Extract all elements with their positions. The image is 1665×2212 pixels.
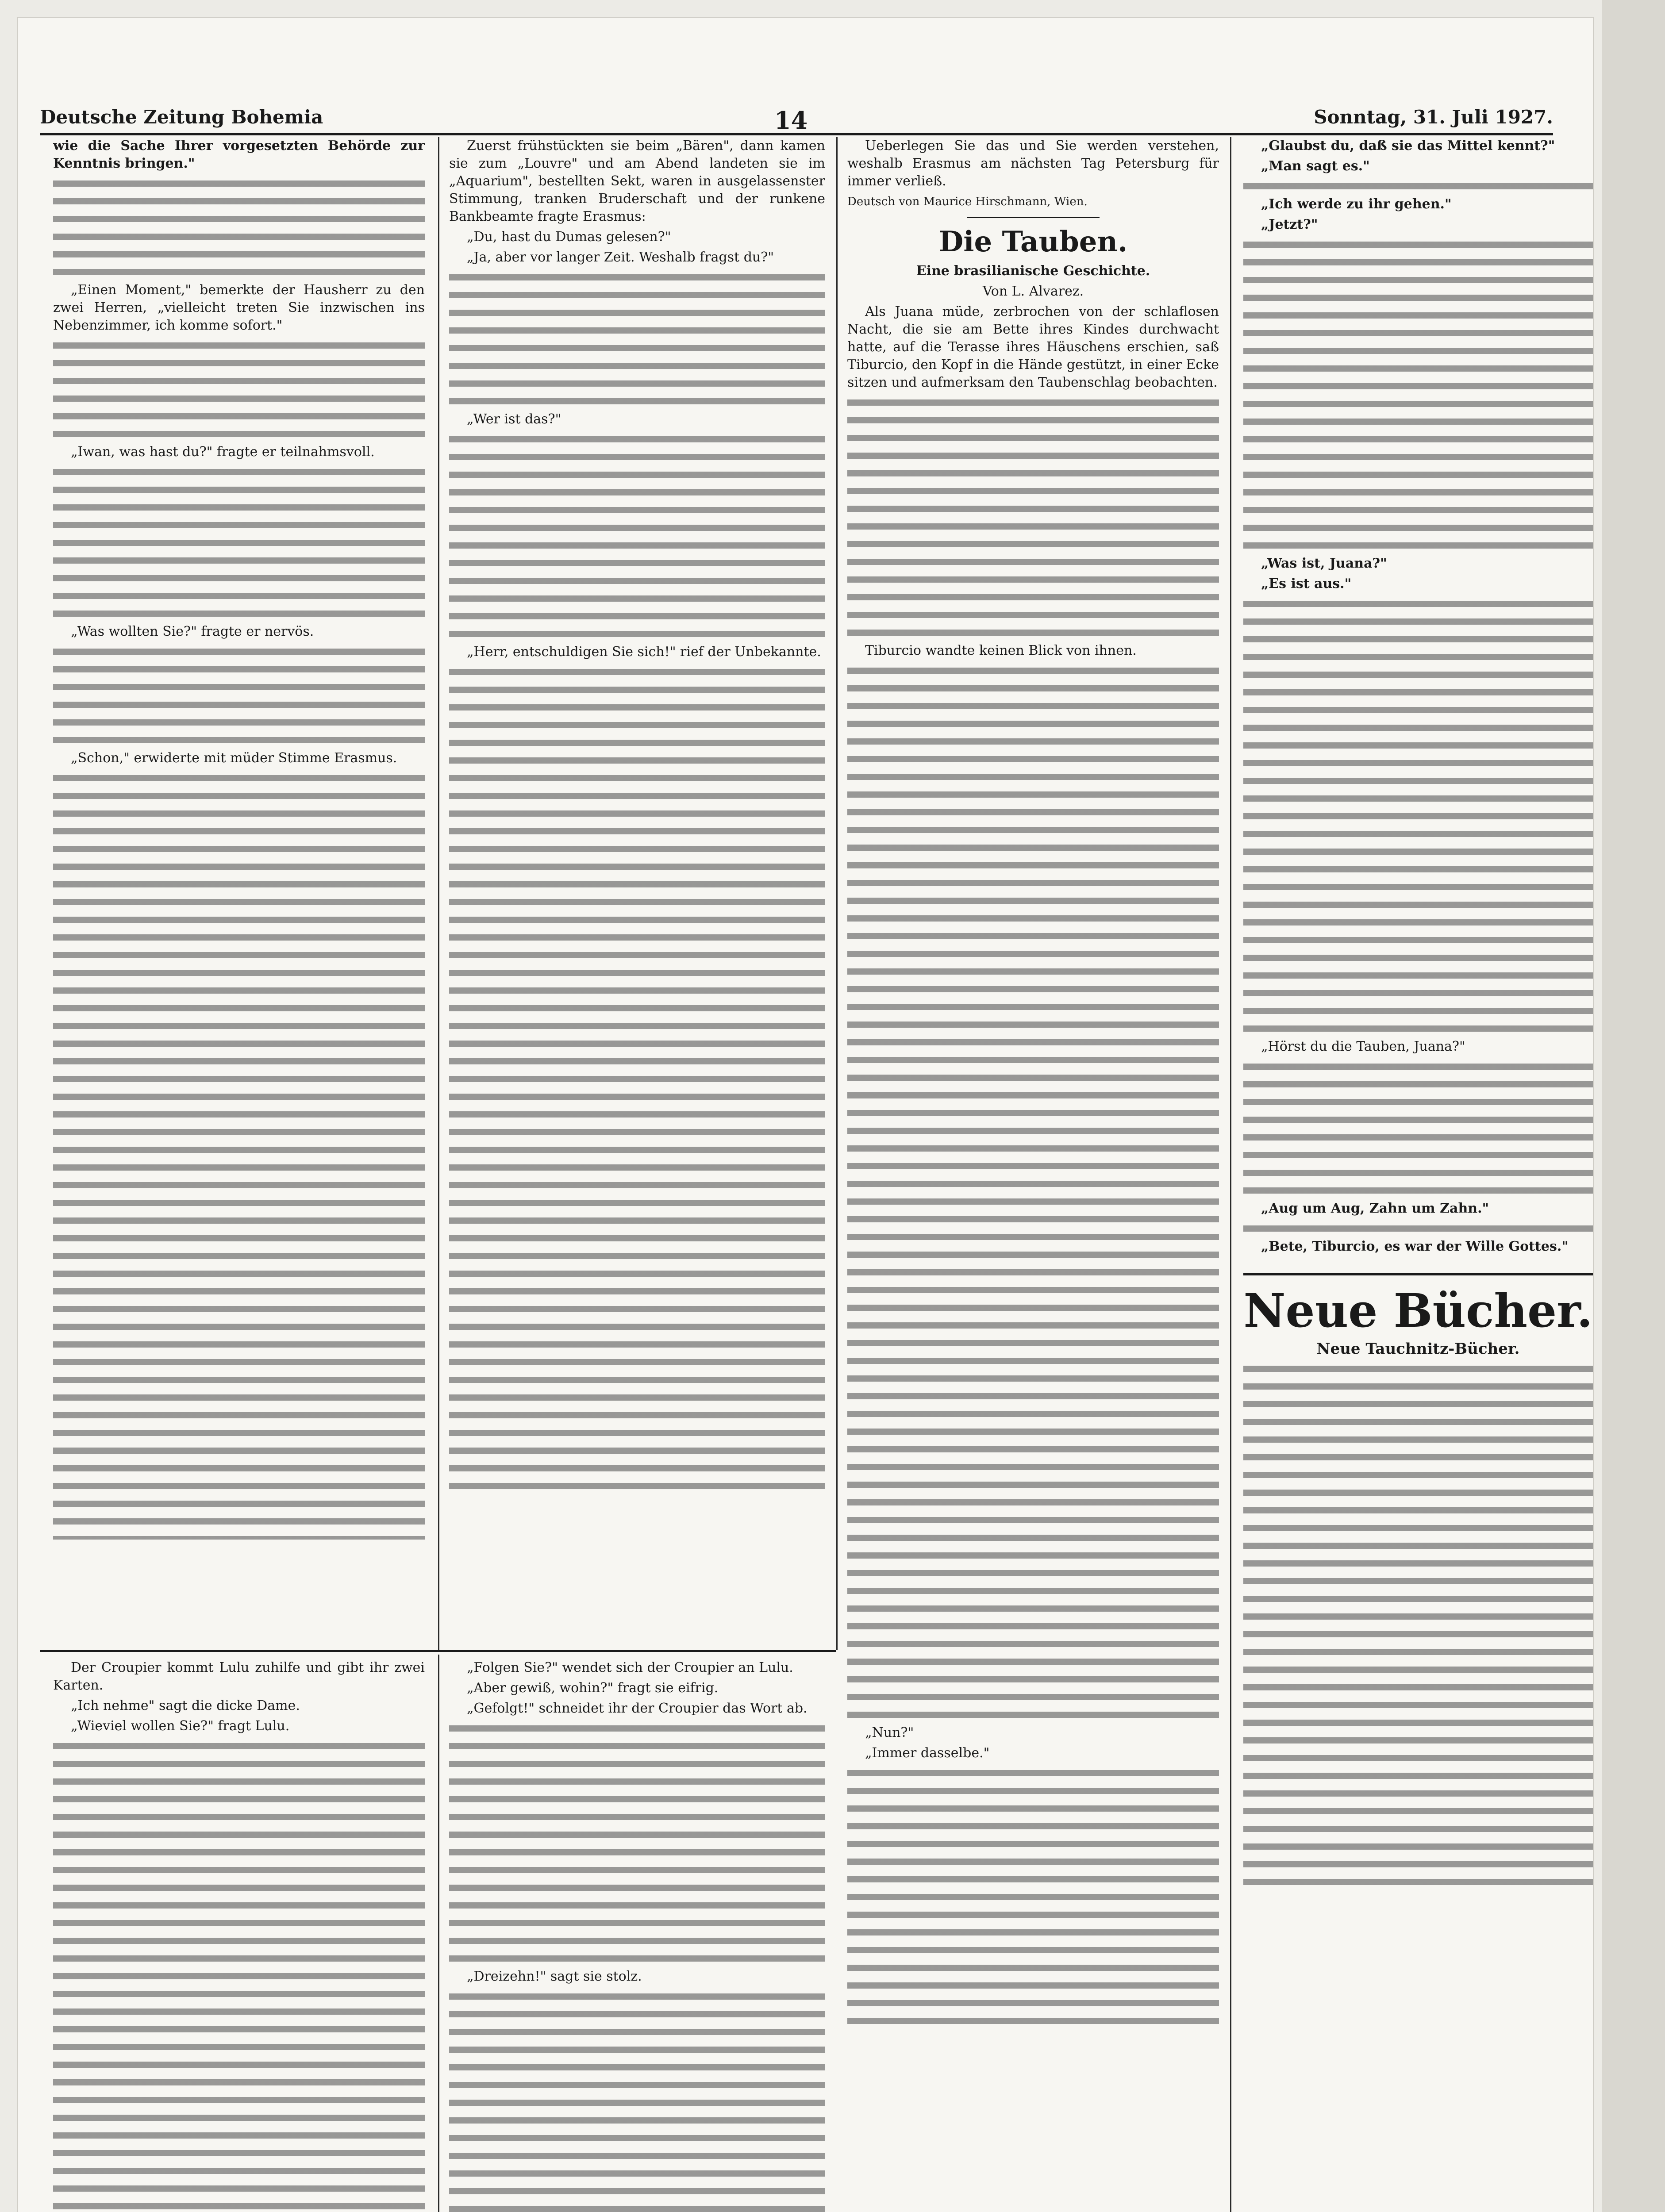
col4-paragraph: „Bete, Tiburcio, es war der Wille Gottes." [1261, 1239, 1569, 1254]
column-rule [1230, 137, 1231, 2212]
illegible-text-block [847, 662, 1219, 1724]
column-4 [1243, 137, 1593, 2212]
story-byline: Von L. Alvarez. [982, 284, 1084, 299]
page-number: 14 [774, 106, 808, 134]
column-3 [847, 137, 1219, 2212]
illegible-text-block [847, 1765, 1219, 2030]
story-title: Die Tauben. [938, 225, 1128, 258]
col1-paragraph: „Schon," erwiderte mit müder Stimme Erasmus. [71, 750, 397, 766]
col4-paragraph: „Jetzt?" [1261, 217, 1318, 232]
illegible-text-block [449, 664, 825, 1495]
lower-right-opening: „Folgen Sie?" wendet sich der Croupier an Lulu. [467, 1660, 793, 1675]
illegible-text-block [53, 643, 425, 749]
col2-paragraph: „Wer ist das?" [467, 411, 561, 427]
illegible-text-block [1243, 236, 1593, 555]
column-rule [438, 137, 439, 1650]
illegible-text-block [1243, 1058, 1593, 1200]
lower-left-paragraph: „Ich nehme" sagt die dicke Dame. [71, 1698, 300, 1713]
illegible-text-block [53, 464, 425, 623]
col3-paragraph: „Immer dasselbe." [865, 1745, 990, 1761]
paper-name: Deutsche Zeitung Bohemia [40, 106, 323, 128]
col4-paragraph: „Aug um Aug, Zahn um Zahn." [1261, 1201, 1489, 1216]
translation-credit: Deutsch von Maurice Hirschmann, Wien. [847, 195, 1088, 208]
lower-column-left [53, 1659, 425, 2212]
col1-paragraph: „Einen Moment," bemerkte der Hausherr zu den zwei Herren, „vielleicht treten Sie inzwischen ins Nebenzimmer, ich komme sofort." [53, 282, 425, 333]
col1-opening: wie die Sache Ihrer vorgesetzten Behörde zur Kenntnis bringen." [53, 138, 425, 171]
illegible-text-block [449, 1988, 825, 2212]
col4-paragraph: „Es ist aus." [1261, 576, 1352, 591]
illegible-text-block [449, 431, 825, 643]
col3-paragraph: Als Juana müde, zerbrochen von der schlaflosen Nacht, die sie am Bette ihres Kindes durchwacht hatte, auf die Terasse ihres Häuschens erschien, saß Tiburcio, den Kopf in die Hände gestützt, in einer Ecke sitzen und aufmerksam den Taubenschlag beobachten. [847, 304, 1219, 390]
col2-paragraph: „Herr, entschuldigen Sie sich!" rief der Unbekannte. [467, 644, 821, 660]
col4-paragraph: „Was ist, Juana?" [1261, 556, 1387, 571]
col4-paragraph: „Man sagt es." [1261, 158, 1370, 174]
col4-opening: „Glaubst du, daß sie das Mittel kennt?" [1261, 138, 1555, 154]
column-2 [449, 137, 825, 1641]
col1-paragraph: „Was wollten Sie?" fragte er nervös. [71, 624, 314, 639]
col4-paragraph: „Hörst du die Tauben, Juana?" [1261, 1039, 1465, 1054]
col4-paragraph: „Ich werde zu ihr gehen." [1261, 196, 1452, 212]
lower-right-paragraph: „Aber gewiß, wohin?" fragt sie eifrig. [467, 1680, 719, 1696]
illegible-text-block [53, 337, 425, 443]
column-rule [836, 137, 838, 1650]
illegible-text-block [1243, 1360, 1593, 1891]
illegible-text-block [53, 175, 425, 281]
illegible-text-block [449, 1720, 825, 1968]
lower-left-opening: Der Croupier kommt Lulu zuhilfe und gibt ihr zwei Karten. [53, 1660, 425, 1693]
books-section-subtitle: Neue Tauchnitz-Bücher. [1316, 1340, 1520, 1358]
column-rule [438, 1655, 439, 2212]
col3-paragraph: Tiburcio wandte keinen Blick von ihnen. [865, 643, 1137, 658]
lower-right-paragraph: „Dreizehn!" sagt sie stolz. [467, 1969, 642, 1984]
scan-margin [1602, 0, 1665, 2212]
col2-opening: Zuerst frühstückten sie beim „Bären", dann kamen sie zum „Louvre" und am Abend landeten sie im „Aquarium", bestellten Sekt, waren in ausgelassenster Stimmung, tranken Bruderschaft und der runkene Bankbeamte fragte Erasmus: [449, 138, 825, 224]
lower-left-paragraph: „Wieviel wollen Sie?" fragt Lulu. [71, 1718, 290, 1734]
masthead [40, 102, 1553, 135]
col3-opening: Ueberlegen Sie das und Sie werden verstehen, weshalb Erasmus am nächsten Tag Petersburg für immer verließ. [847, 138, 1219, 189]
col2-paragraph: „Du, hast du Dumas gelesen?" [467, 229, 671, 245]
issue-date: Sonntag, 31. Juli 1927. [1314, 106, 1553, 128]
column-1 [53, 137, 425, 1641]
lower-column-right [449, 1659, 825, 2212]
divider [967, 217, 1100, 218]
illegible-text-block [1243, 178, 1593, 196]
section-divider [40, 1650, 836, 1652]
illegible-text-block [1243, 595, 1593, 1038]
col2-paragraph: „Ja, aber vor langer Zeit. Weshalb fragst du?" [467, 250, 774, 265]
illegible-text-block [847, 394, 1219, 642]
illegible-text-block [1243, 1220, 1593, 1238]
illegible-text-block [53, 770, 425, 1540]
col1-paragraph: „Iwan, was hast du?" fragte er teilnahmsvoll. [71, 444, 375, 460]
illegible-text-block [53, 1738, 425, 2212]
books-section-title: Neue Bücher. [1243, 1283, 1593, 1338]
col3-paragraph: „Nun?" [865, 1725, 914, 1740]
story-subtitle: Eine brasilianische Geschichte. [916, 263, 1150, 279]
lower-right-paragraph: „Gefolgt!" schneidet ihr der Croupier das Wort ab. [467, 1701, 808, 1716]
illegible-text-block [449, 269, 825, 411]
books-divider [1243, 1273, 1593, 1275]
